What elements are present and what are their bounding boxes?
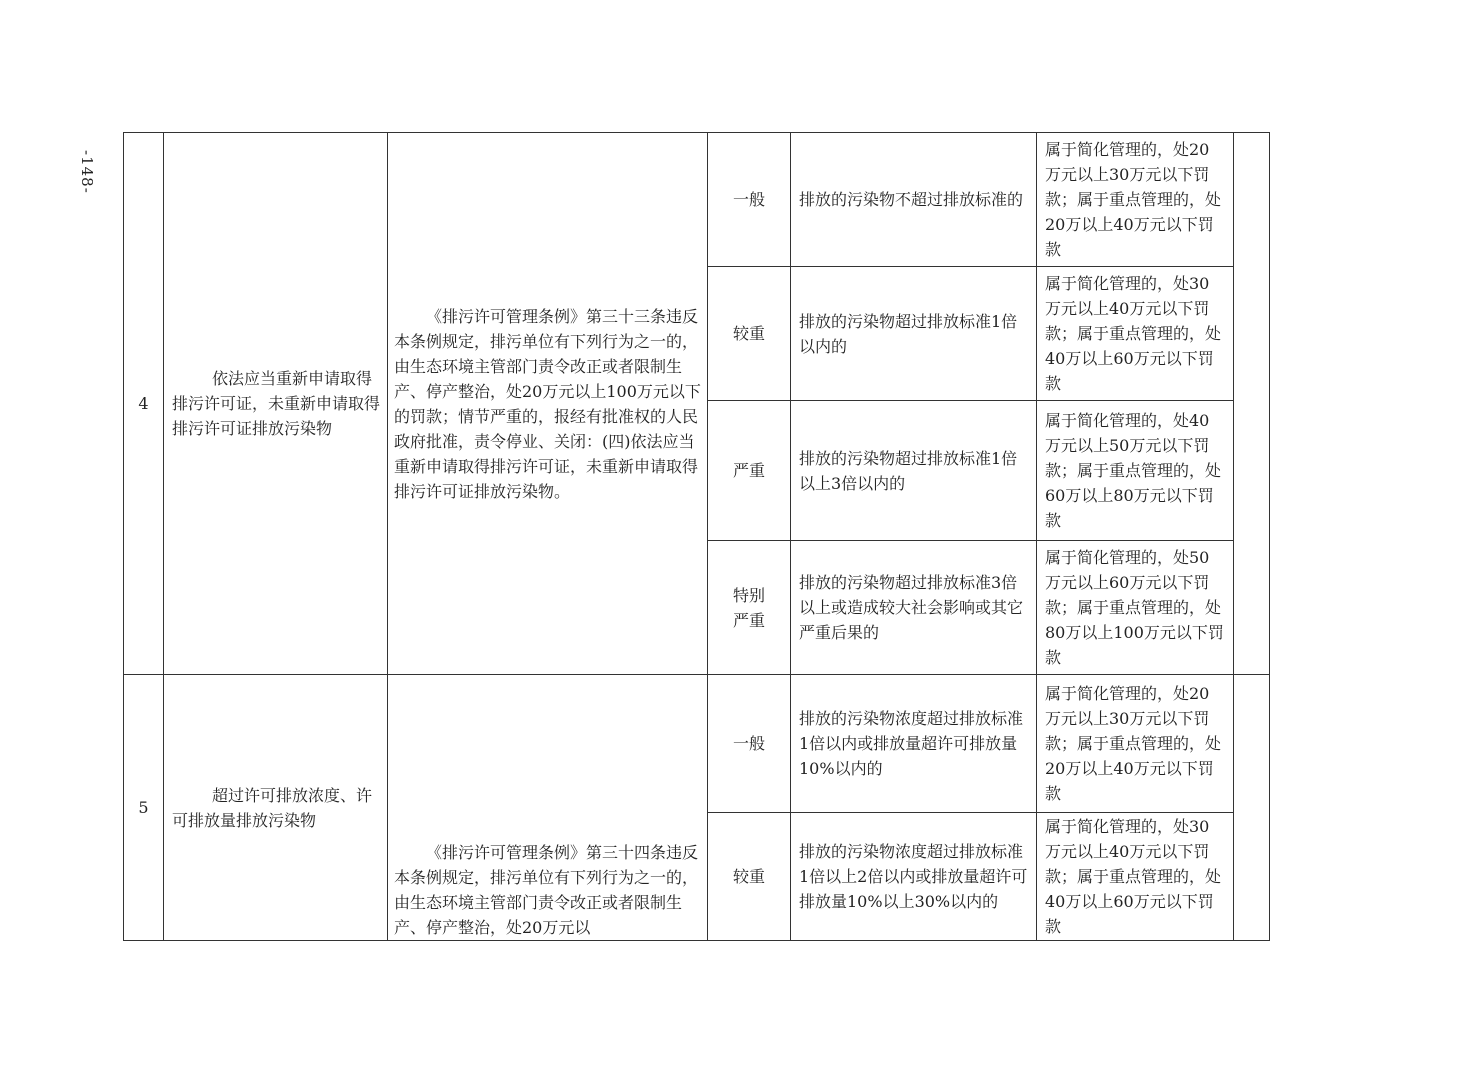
condition: 排放的污染物浓度超过排放标准1倍以上2倍以内或排放量超许可排放量10%以上30%以内的 [791,813,1037,941]
violation-act: 超过许可排放浓度、许可排放量排放污染物 [172,785,373,830]
penalty-standard: 属于简化管理的，处40万元以上50万元以下罚款；属于重点管理的，处60万以上80万元以下罚款 [1037,401,1234,541]
penalty-table [123,132,1270,941]
condition: 排放的污染物超过排放标准1倍以上3倍以内的 [791,401,1037,541]
penalty-standard: 属于简化管理的，处20万元以上30万元以下罚款；属于重点管理的，处20万以上40万元以下罚款 [1037,133,1234,267]
condition: 排放的污染物超过排放标准1倍以内的 [791,267,1037,401]
remarks-cell [1234,675,1270,941]
table-row [124,133,1270,267]
penalty-standard: 属于简化管理的，处50万元以上60万元以下罚款；属于重点管理的，处80万以上100万元以下罚款 [1037,541,1234,675]
severity-level: 一般 [708,675,791,813]
violation-act-cell [164,675,388,941]
legal-basis-cell [388,133,708,675]
legal-basis: 《排污许可管理条例》第三十三条违反本条例规定，排污单位有下列行为之一的，由生态环境主管部门责令改正或者限制生产、停产整治，处20万元以上100万元以下的罚款；情节严重的，报经有批准权的人民政府批准，责令停业、关闭：(四)依法应当重新申请取得排污许可证，未重新申请取得排污许可证排放污染物。 [394,306,701,501]
condition: 排放的污染物超过排放标准3倍以上或造成较大社会影响或其它严重后果的 [791,541,1037,675]
remarks-cell [1234,133,1270,675]
severity-level: 特别严重 [708,541,791,675]
condition: 排放的污染物浓度超过排放标准1倍以内或排放量超许可排放量10%以内的 [791,675,1037,813]
severity-level: 一般 [708,133,791,267]
penalty-standard: 属于简化管理的，处20万元以上30万元以下罚款；属于重点管理的，处20万以上40万元以下罚款 [1037,675,1234,813]
severity-level: 较重 [708,813,791,941]
page-number: -148- [78,150,96,194]
row-number: 5 [124,675,164,941]
row-number: 4 [124,133,164,675]
table-row [124,675,1270,813]
condition: 排放的污染物不超过排放标准的 [791,133,1037,267]
severity-level: 较重 [708,267,791,401]
penalty-standard: 属于简化管理的，处30万元以上40万元以下罚款；属于重点管理的，处40万以上60万元以下罚款 [1037,813,1234,941]
legal-basis: 《排污许可管理条例》第三十四条违反本条例规定，排污单位有下列行为之一的，由生态环境主管部门责令改正或者限制生产、停产整治，处20万元以 [394,843,699,937]
violation-act: 依法应当重新申请取得排污许可证，未重新申请取得排污许可证排放污染物 [172,369,381,438]
penalty-standard: 属于简化管理的，处30万元以上40万元以下罚款；属于重点管理的，处40万以上60万元以下罚款 [1037,267,1234,401]
legal-basis-cell [388,675,708,941]
violation-act-cell [164,133,388,675]
severity-level: 严重 [708,401,791,541]
